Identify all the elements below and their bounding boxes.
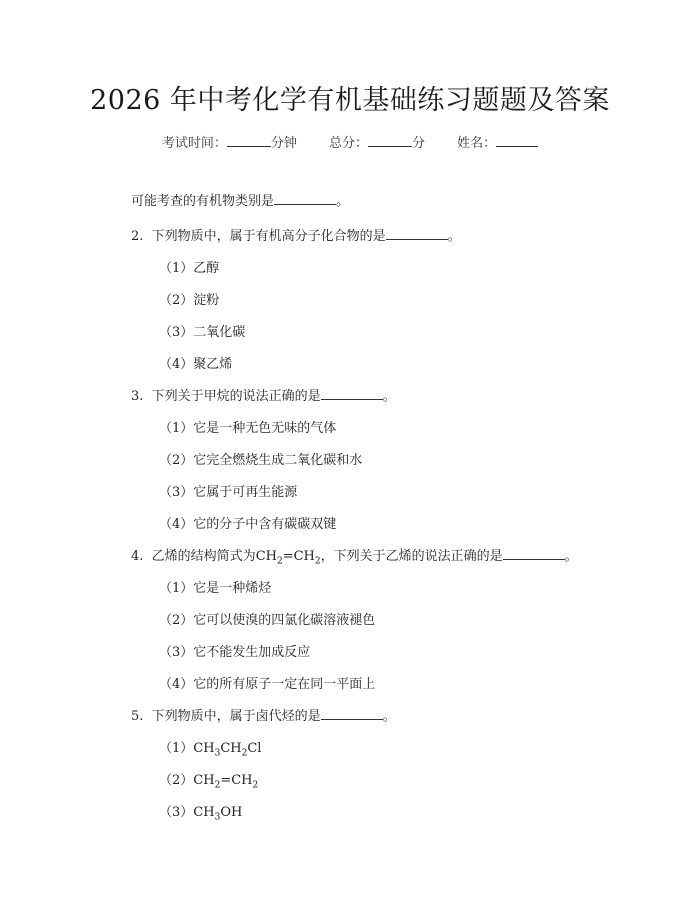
exam-time [162,132,297,151]
option-label: （3） [159,645,194,660]
question-stem-end: 。 [564,549,578,564]
question-stem-end: 。 [382,709,396,724]
option-text: 淀粉 [193,293,220,308]
student-name-blank[interactable] [496,134,538,147]
formula-part: =CH [282,549,315,564]
option [159,577,271,596]
question-5 [131,705,396,724]
option-text: 它的分子中含有碳碳双键 [193,517,337,532]
option [159,737,261,759]
exam-time-blank[interactable] [227,134,271,147]
option [159,769,258,791]
formula-subscript: 3 [214,812,221,823]
option [159,417,336,436]
option-text: 它完全燃烧生成二氧化碳和水 [193,453,363,468]
option-text: 它的所有原子一定在同一平面上 [193,677,376,692]
total-score [329,132,425,151]
formula-subscript: 2 [314,556,321,567]
question-stem: 下列关于甲烷的说法正确的是 [151,389,321,404]
option [159,449,362,468]
option-label: （3） [159,325,194,340]
option-label: （3） [159,805,194,820]
option [159,801,242,823]
option-label: （2） [159,453,194,468]
option-text: 它不能发生加成反应 [193,645,311,660]
question-number: 5. [131,709,144,724]
option [159,289,219,308]
formula-part: =CH [220,773,253,788]
question-4 [131,545,578,567]
option [159,641,310,660]
answer-blank[interactable] [386,227,448,240]
formula-part: CH [220,741,242,756]
formula-subscript: 2 [214,780,221,791]
answer-blank[interactable] [503,547,565,560]
formula-part: CH [193,741,215,756]
option-label: （3） [159,485,194,500]
option-text: 它属于可再生能源 [193,485,298,500]
option-label: （1） [159,581,194,596]
option-formula [193,805,243,823]
question-stem: 下列物质中，属于有机高分子化合物的是 [151,229,386,244]
option-text: 聚乙烯 [193,357,233,372]
question-2 [131,225,461,244]
option [159,353,232,372]
formula-part: CH [193,805,215,820]
formula-subscript: 3 [214,748,221,759]
formula-subscript: 2 [252,780,259,791]
question-stem: 乙烯的结构简式为 [151,549,256,564]
option-label: （4） [159,357,194,372]
option-label: （2） [159,613,194,628]
option [159,481,297,500]
option-text: 二氧化碳 [193,325,246,340]
question-number: 3. [131,389,144,404]
formula-part: CH [193,773,215,788]
page-title: 2026 年中考化学有机基础练习题题及答案 [90,85,610,116]
option [159,609,375,628]
option-text: 它是一种无色无味的气体 [193,421,337,436]
formula-subscript: 2 [241,748,248,759]
formula-part: Cl [247,741,262,756]
option-text: 它可以使溴的四氯化碳溶液褪色 [193,613,376,628]
option-label: （2） [159,773,194,788]
option-label: （1） [159,261,194,276]
formula-part: OH [220,805,243,820]
option [159,321,245,340]
formula-part: CH [255,549,277,564]
answer-blank[interactable] [321,387,383,400]
option [159,257,219,276]
answer-blank[interactable] [274,192,336,205]
question-stem-end: 。 [336,194,350,209]
intro-question [131,190,349,209]
option-label: （4） [159,677,194,692]
question-stem-end: 。 [382,389,396,404]
exam-time-unit: 分钟 [270,136,297,151]
question-stem: 下列物质中，属于卤代烃的是 [151,709,321,724]
option-label: （1） [159,421,194,436]
answer-blank[interactable] [321,707,383,720]
option-label: （4） [159,517,194,532]
exam-time-label: 考试时间： [161,136,227,151]
question-stem: 可能考查的有机物类别是 [131,194,275,209]
option [159,673,375,692]
total-score-unit: 分 [412,136,426,151]
question-number: 4. [131,549,144,564]
exam-meta [0,132,700,151]
option-text: 它是一种烯烃 [193,581,272,596]
option-label: （1） [159,741,194,756]
student-name-label: 姓名： [457,136,497,151]
total-score-blank[interactable] [368,134,412,147]
ethylene-formula [255,549,321,567]
option-label: （2） [159,293,194,308]
option-text: 乙醇 [193,261,220,276]
question-stem-end: 。 [447,229,461,244]
formula-subscript: 2 [276,556,283,567]
question-stem-mid: ，下列关于乙烯的说法正确的是 [320,549,503,564]
option-formula [193,773,259,791]
option-formula [193,741,262,759]
student-name [457,132,538,151]
question-3 [131,385,396,404]
option [159,513,336,532]
total-score-label: 总分： [328,136,368,151]
question-number: 2. [131,229,144,244]
